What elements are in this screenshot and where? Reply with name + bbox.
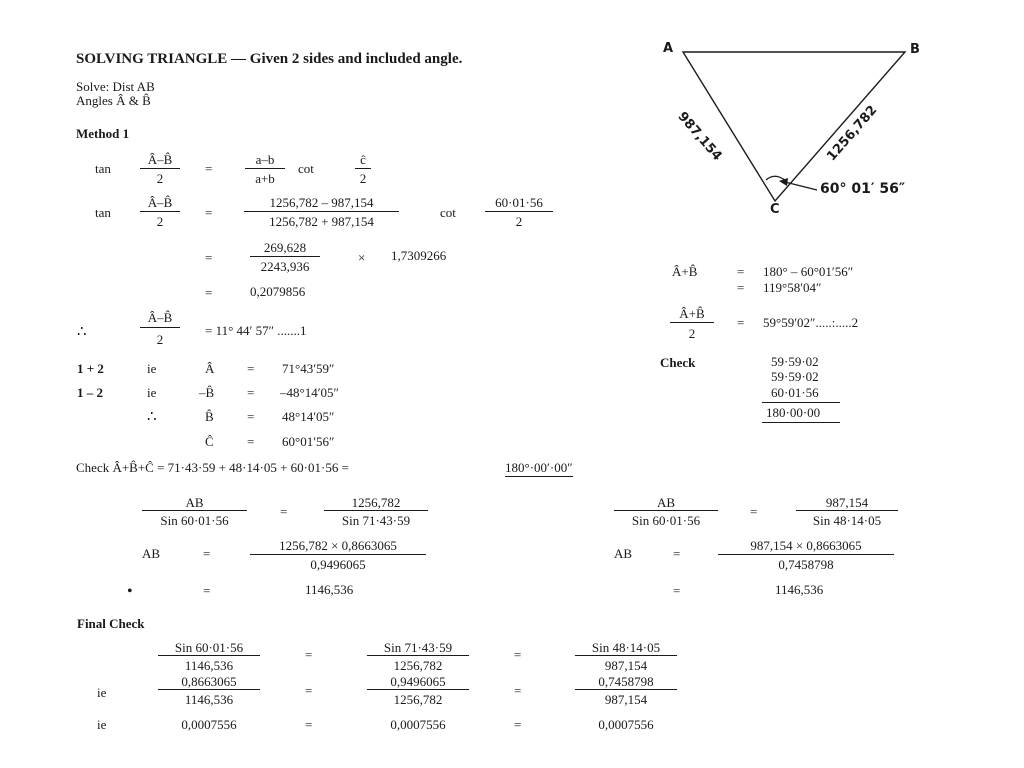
fc-r3-equals-1: = [305,717,313,732]
fraction-bar [367,655,469,656]
solve-line-1: Solve: Dist AB [76,79,155,94]
sine-right-equals: = [750,504,758,519]
eq1-lhs-num: Â–B̂ [147,152,173,167]
sine-right-l-den: Sin 60·01·56 [631,513,701,528]
sum-bar [762,402,840,403]
sine-left-r-den: Sin 71·43·59 [341,513,411,528]
row2-value: –48°14′05″ [280,385,339,400]
fc-r1-equals-2: = [514,647,522,662]
sine-right-ab-equals: = [673,546,681,561]
eq5-den: 2 [156,332,164,347]
fc-r2-den-3: 987,154 [604,692,648,707]
fraction-bar [158,689,260,690]
row4-value: 60°01′56″ [282,434,335,449]
sine-right-result: 1146,536 [775,582,824,597]
fc-r2-ie: ie [97,685,107,700]
row1-equals: = [247,361,255,376]
fraction-bar [367,689,469,690]
eq4-equals: = [205,285,213,300]
fraction-bar [142,510,247,511]
sum-lhs: Â+B̂ [672,264,698,279]
eq2-r1-den: 1256,782 + 987,154 [269,214,374,229]
row1-value: 71°43′59″ [282,361,335,376]
eq4-value: 0,2079856 [250,284,306,299]
row2-equals: = [247,385,255,400]
row3-therefore: ∴ [147,409,157,425]
sine-right-ab-num: 987,154 × 0,8663065 [750,538,862,553]
eq3-den: 2243,936 [260,259,310,274]
fc-r1-den-1: 1146,536 [184,658,234,673]
sum2-equals: = [737,280,745,295]
fc-r3-val-3: 0,0007556 [598,717,654,732]
fraction-bar [718,554,894,555]
fraction-bar [796,510,898,511]
row3-symbol: B̂ [205,409,214,424]
solve-line-2: Angles Â & B̂ [76,93,151,108]
eq1-r2-den: 2 [359,171,367,186]
therefore-symbol: ∴ [77,324,87,340]
sine-left-l-den: Sin 60·01·56 [160,513,229,528]
row4-symbol: Ĉ [205,434,214,449]
fc-r3-val-2: 0,0007556 [390,717,446,732]
eq2-cot: cot [440,205,456,220]
eq2-r1-num: 1256,782 – 987,154 [269,195,374,210]
fraction-bar [324,510,428,511]
fc-r2-num-1: 0,8663065 [181,674,237,689]
sine-left-ab: AB [142,546,161,561]
vertex-b-label: B [910,42,920,57]
check-line-result: 180°·00′·00″ [505,460,573,475]
fraction-bar [575,689,677,690]
sine-left-l-num: AB [185,495,204,510]
eq2-equals: = [205,205,213,220]
sum-equals: = [737,264,745,279]
row3-value: 48°14′05″ [282,409,335,424]
bullet-mark: • [127,583,133,600]
half-rhs: 59°59′02″.....:.....2 [763,315,859,330]
check-line: Check Â+B̂+Ĉ = 71·43·59 + 48·14·05 + 60·01·56 = [76,460,349,475]
row1-ie: ie [147,361,157,376]
method-label: Method 1 [76,126,130,141]
fc-r2-den-2: 1256,782 [393,692,443,707]
eq1-tan: tan [95,161,111,176]
row2-index: 1 – 2 [77,385,103,400]
eq2-lhs-num: Â–B̂ [147,195,173,210]
eq3-times: × [358,250,366,265]
fc-r2-equals-2: = [514,683,522,698]
total-underline [762,422,840,423]
vertex-c-label: C [770,202,780,217]
vertex-a-label: A [663,41,674,56]
fc-r3-equals-2: = [514,717,522,732]
fraction-bar [670,322,714,323]
sine-left-ab-den: 0,9496065 [310,557,366,572]
fc-r1-den-3: 987,154 [604,658,648,673]
sine-right-r-den: Sin 48·14·05 [812,513,882,528]
eq2-r2-num: 60·01·56 [495,195,543,210]
eq5-rhs: = 11° 44′ 57″ .......1 [205,323,307,338]
eq1-r1-num: a–b [255,152,275,167]
fc-r2-den-1: 1146,536 [184,692,234,707]
fc-r1-den-2: 1256,782 [393,658,443,673]
fc-r2-equals-1: = [305,683,313,698]
check-label: Check [660,355,696,370]
eq2-tan: tan [95,205,111,220]
eq2-r2-den: 2 [515,214,523,229]
side-bc-label: 1256,782 [824,102,881,165]
sine-left-r-num: 1256,782 [351,495,401,510]
sine-left-equals: = [280,504,288,519]
fraction-bar [614,510,718,511]
eq1-cot: cot [298,161,314,176]
eq5-num: Â–B̂ [147,310,173,325]
sine-left-result: 1146,536 [305,582,354,597]
eq3-factor: 1,7309266 [391,248,447,263]
sine-left-ab-num: 1256,782 × 0,8663065 [279,538,397,553]
eq1-equals: = [205,161,213,176]
row2-ie: ie [147,385,157,400]
half-equals: = [737,315,745,330]
sum-rhs: 180° – 60°01′56″ [763,264,854,279]
check-value-1: 59·59·02 [771,354,819,369]
eq1-r1-den: a+b [255,171,275,186]
row1-symbol: Â [205,361,215,376]
page-title: SOLVING TRIANGLE — Given 2 sides and included angle. [76,51,463,67]
sine-right-res-equals: = [673,583,681,598]
fc-r2-num-3: 0,7458798 [598,674,654,689]
eq1-lhs-den: 2 [156,171,164,186]
eq2-lhs-den: 2 [156,214,164,229]
fc-r3-val-1: 0,0007556 [181,717,237,732]
check-value-3: 60·01·56 [771,385,819,400]
half-num: Â+B̂ [679,306,705,321]
eq1-r2-num: ĉ [360,152,366,167]
eq3-num: 269,628 [263,240,307,255]
sine-right-l-num: AB [656,495,676,510]
row4-equals: = [247,434,255,449]
angle-c-label: 60° 01′ 56″ [820,181,906,197]
sine-right-ab-den: 0,7458798 [778,557,834,572]
fc-r1-equals-1: = [305,647,313,662]
sine-right-r-num: 987,154 [825,495,869,510]
fraction-bar [575,655,677,656]
fraction-bar [158,655,260,656]
fraction-bar [250,554,426,555]
side-ac-label: 987,154 [674,109,725,164]
row3-equals: = [247,409,255,424]
fc-r1-num-1: Sin 60·01·56 [174,640,244,655]
row2-symbol: –B̂ [199,385,215,400]
check-total: 180·00·00 [766,405,821,420]
fc-r2-num-2: 0,9496065 [390,674,446,689]
sine-left-ab-equals: = [203,546,211,561]
row1-index: 1 + 2 [77,361,104,376]
sine-left-res-equals: = [203,583,211,598]
sum2-rhs: 119°58′04″ [763,280,822,295]
eq3-equals: = [205,250,213,265]
final-check-label: Final Check [77,616,145,631]
check-value-2: 59·59·02 [771,369,819,384]
half-den: 2 [688,326,696,341]
sine-right-ab: AB [614,546,633,561]
fc-r1-num-3: Sin 48·14·05 [591,640,661,655]
fc-r1-num-2: Sin 71·43·59 [383,640,453,655]
fc-r3-ie: ie [97,717,107,732]
